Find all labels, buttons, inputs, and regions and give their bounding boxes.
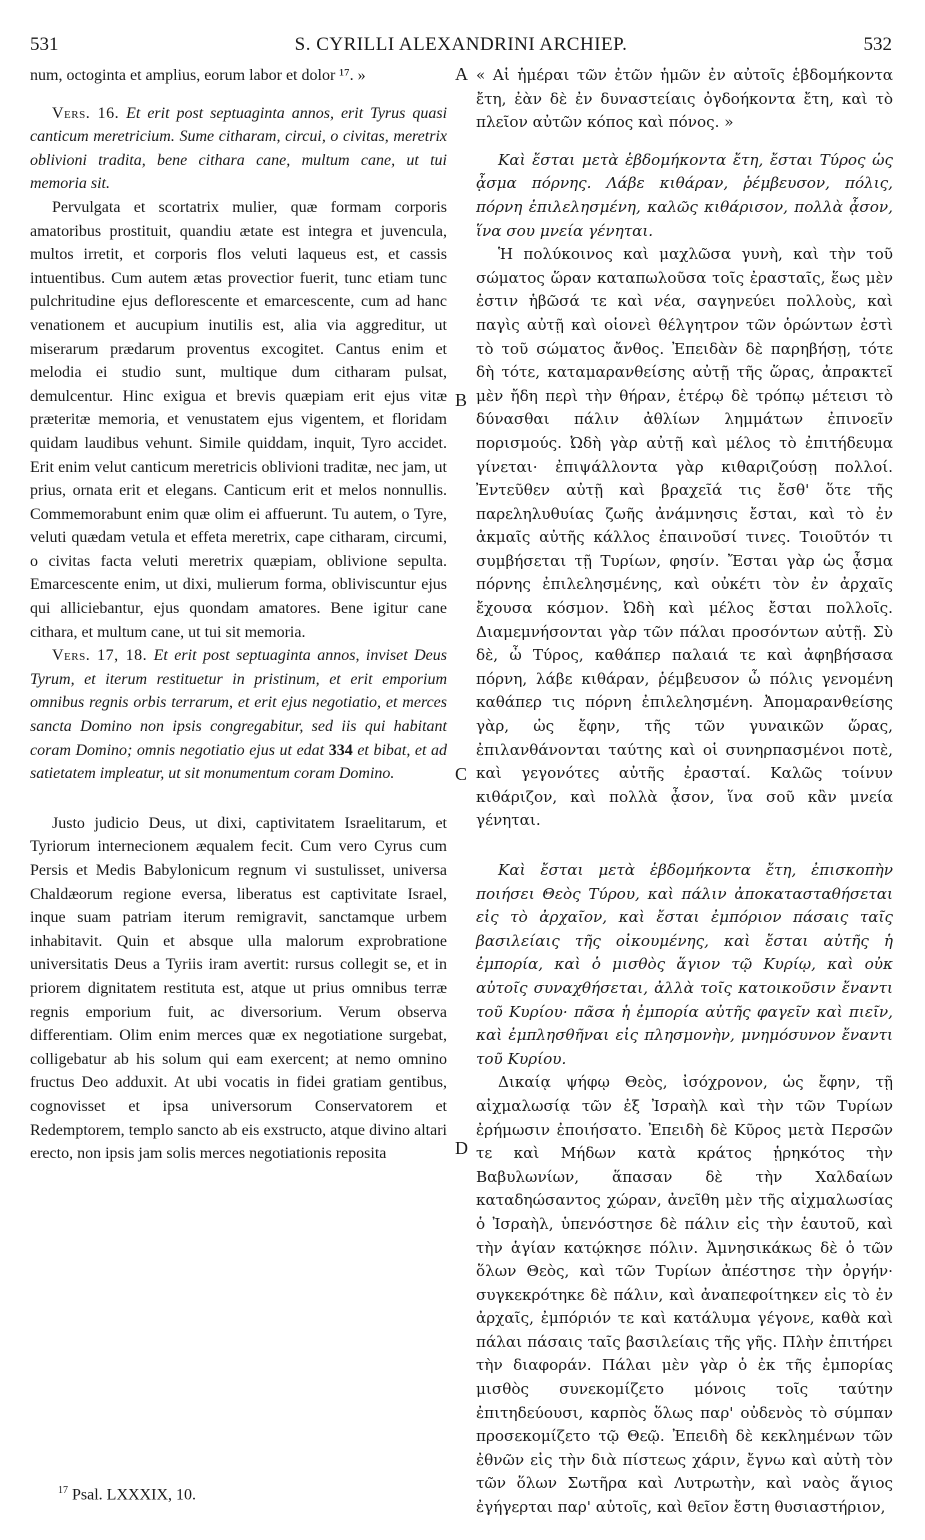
margin-letter-b: B (455, 390, 468, 410)
verse-text: Et erit post septuaginta annos, inviset Deus Tyrum, et iterum restituetur in pristinum, et erit emporium omnibus regnis orbis terrarum, et erit ejus negotiatio, et merces sancta Domino non ipsis congregabitur, sed iis qui habitant coram Domino; omnis negotiatio ejus ut edat (30, 647, 448, 759)
page-number-left: 531 (30, 34, 59, 55)
latin-paragraph-2: Pervulgata et scortatrix mulier, quæ formam corporis amatoribus prostituit, quandiu ætate est integra et juvencula, multos irretit, et corporis flos veluti laqueus est, et cassis intuentibus. Cum autem ætas provectior fuerit, tunc etiam tunc pulchritudine ejus deflorescente et emarcescente, cum ad hanc venationem et aucupium inutilis est, alia via aggreditur, ut miserarum prædarum proventus excogitet. Cantus enim et melodia ei studio sunt, multique dum citharam pulsat, demulcentur. Hinc exigua et brevis quæpiam erit ejus vitæ præteritæ memoria, et venustatem ejus vigentem, et floridam quidam laudibus vehunt. Simile quiddam, inquit, Tyro accidet. Erit enim velut canticum meretricis oblivioni traditæ, nec jam, ut prius, ornata erit et elegans. Canticum erit et melos nonnullis. Commemorabunt enim quæ olim ei affuerunt. Tu autem, o Tyre, veluti quædam vetula et effeta meretrix, cape citharam, circumi, o civitas facta veluti meretrix quæpiam, oblivione sepulta. Emarcescente enim, ut dixi, mulierum forma, obliviscuntur ejus qui alliciebantur, ejus quondam amatores. Bene igitur cane cithara, et multum cane, ut tui sit memoria. (30, 198, 447, 641)
greek-paragraph-3: Δικαίᾳ ψήφῳ Θεὸς, ἰσόχρονον, ὡς ἔφην, τῇ αἰχμαλωσίᾳ τῶν ἐξ Ἰσραὴλ καὶ τὴν τῶν Τυρίων ἐρήμωσιν ἐποιήσατο. Ἐπειδὴ δὲ Κῦρος μετὰ Περσῶν τε καὶ Μήδων κατὰ κράτος ᾑρηκότος τὴν Βαβυλωνίων, ἅπασαν δὲ τὴν Χαλδαίων καταδηώσαντος χώραν, ἀνεῖθη μὲν τῆς αἰχμαλωσίας ὁ Ἰσραὴλ, ὑπενόστησε δὲ πάλιν εἰς τὴν ἑαυτοῦ, καὶ τὴν ἁγίαν κατῴκησε πόλιν. Ἀμνησικάκως δὲ ὁ τῶν ὅλων Θεὸς, καὶ τῶν Τυρίων ἀπέστησε τὴν ὀργήν· συγκεκρότηκε δὲ πάλιν, καὶ ἀναπεφοίτηκεν εἰς τὸ ἐν ἀρχαῖς, ἐμπόριόν τε καὶ κατάλυμα γέγονε, καθὰ καὶ πάλαι πάσαις ταῖς βασιλείαις τῆς γῆς. Πλὴν ἐπιτήρει τὴν διαφοράν. Πάλαι μὲν γὰρ ὁ ἐκ τῆς ἐμπορίας μισθὸς συνεκομίζετο μόνοις τοῖς ταύτην ἐπιτηδεύουσι, καρπὸς ὅλως παρ' οὐδενὸς τὸ σύμπαν προσεκομίζετο τῷ Θεῷ. Ἐπειδὴ δὲ κεκλημένων τῶν ἐθνῶν εἰς τὴν διὰ πίστεως χάριν, ἔγνω καὶ αὐτὴ τὸν τῶν ὅλων Σωτῆρα καὶ Λυτρωτὴν, καὶ ναὸς ἅγιος ἐγήγερται παρ' αὐτοῖς, καὶ θεῖον ἔστη θυσιαστήριον, (476, 1073, 893, 1517)
footnote-number: 17 (58, 1485, 68, 1496)
running-title: S. CYRILLI ALEXANDRINI ARCHIEP. (294, 34, 628, 55)
page-header (30, 34, 892, 60)
greek-paragraph-1: « Αἱ ἡμέραι τῶν ἐτῶν ἡμῶν ἐν αὐτοῖς ἑβδομήκοντα ἔτη, ἐὰν δὲ ἐν δυναστείαις ὀγδοήκοντα ἔτη, καὶ τὸ πλεῖον αὐτῶν κόπος καὶ πόνος. » (476, 66, 893, 132)
margin-letter-a: A (455, 64, 468, 84)
greek-verse-17-18: Καὶ ἔσται μετὰ ἑβδομήκοντα ἔτη, ἐπισκοπὴν ποιήσει Θεὸς Τύρου, καὶ πάλιν ἀποκατασταθήσεται εἰς τὸ ἀρχαῖον, καὶ ἔσται ἐμπόριον πάσαις ταῖς βασιλείαις τῆς οἰκουμένης, καὶ ἔσται αὐτῆς ἡ ἐμπορία, καὶ ὁ μισθὸς ἅγιον τῷ Κυρίῳ, καὶ οὐκ αὐτοῖς συναχθήσεται, ἀλλὰ τοῖς κατοικοῦσιν ἔναντι τοῦ Κυρίου· πᾶσα ἡ ἐμπορία αὐτῆς φαγεῖν καὶ πιεῖν, καὶ ἐμπλησθῆναι εἰς πλησμονὴν, μνημόσυνον ἔναντι τοῦ Κυρίου. (476, 861, 893, 1068)
verse-label: Vers. 16. (52, 104, 120, 122)
verse-label: Vers. 17, 18. (52, 647, 148, 665)
column-number: 334 (328, 741, 353, 759)
footnote (58, 1485, 196, 1504)
latin-paragraph-1: num, octoginta et amplius, eorum labor et dolor ¹⁷. » (30, 67, 366, 84)
latin-column (30, 64, 447, 1166)
footnote-text: Psal. LXXXIX, 10. (72, 1486, 196, 1504)
page-number-right: 532 (863, 34, 892, 55)
verse-text: et bibat, et ad satietatem impleatur, ut sit monumentum coram Domino. (30, 741, 448, 783)
margin-letter-d: D (455, 1138, 468, 1158)
greek-verse-16: Καὶ ἔσται μετὰ ἑβδομήκοντα ἔτη, ἔσται Τύρος ὡς ᾆσμα πόρνης. Λάβε κιθάραν, ῥέμβευσον, πόλις, πόρνη ἐπιλελησμένη, καλῶς κιθάρισον, πολλὰ ᾆσον, ἵνα σου μνεία γένηται. (476, 150, 893, 240)
greek-paragraph-2: Ἡ πολύκοινος καὶ μαχλῶσα γυνὴ, καὶ τὴν τοῦ σώματος ὥραν καταπωλοῦσα τοῖς ἐρασταῖς, ἕως μὲν ἐστιν ἡβῶσά τε καὶ νέα, σαγηνεύει πολλοὺς, καὶ παγὶς αὐτῇ καὶ οἱονεὶ θέλγητρον τῶν ὁρώντων ἐστὶ τὸ τοῦ σώματος ἄνθος. Ἐπειδὰν δὲ παρηβήσῃ, τότε δὴ τότε, καταμαρανθείσης αὐτῇ τῆς ὥρας, ἀπρακτεῖ μὲν ἤδη περὶ τὴν θήραν, ἑτέρῳ δὲ τρόπῳ μέτεισι τὸ δύνασθαι πάλιν ἀθλίων λημμάτων ἐπινοεῖν πορισμούς. Ὠδὴ γὰρ αὐτῇ καὶ μέλος τὸ ἐπιτήδευμα γίνεται· ἐπιψάλλοντα γὰρ κιθαριζούσῃ πολλοί. Ἐντεῦθεν αὐτῇ καὶ βραχεῖά τις ἔσθ' ὅτε τῆς παρεληλυθυίας ζωῆς ἀνάμνησις ἔσται, καὶ τὸ ἐν ἀκμαῖς αὐτῆς κάλλος ἐπαινοῦσί τινες. Τοιοῦτόν τι συμβήσεται τῇ Τυρίων, φησίν. Ἔσται γὰρ ὡς ᾆσμα πόρνης ἐπιλελησμένης, καὶ οὐκέτι τὸν ἐν ἀρχαῖς ἔχουσα κόσμον. Ὠδὴ καὶ μέλος ἔσται πολλοῖς. Διαμεμνήσονται γὰρ τῶν πάλαι προσόντων αὐτῇ. Σὺ δὲ, ὦ Τύρος, καθάπερ παλαιά τε καὶ ἀφηβήσασα πόρνη, λάβε κιθάραν, ῥέμβευσον ὦ πόλις γενομένη καθάπερ τις πόρνη ἐπιλελησμένη. Ἀπομαρανθείσης γὰρ, ὡς ἔφην, τῆς τῶν γυναικῶν ὥρας, ἐπιλανθάνονται ταύτης καὶ οἱ συνηρπασμένοι ποτὲ, καὶ γεγονότες αὐτῆς ἐρασταί. Καλῶς τοίνυν κιθάριζον, καὶ πολλὰ ᾆσον, ἵνα σοῦ κἂν μνεία γένηται. (476, 245, 893, 830)
latin-paragraph-3: Justo judicio Deus, ut dixi, captivitatem Israelitarum, et Tyriorum internecionem æqualem fecit. Cum vero Cyrus cum Persis et Medis Babylonicum regnum vi sustulisset, universa Chaldæorum regione eversa, liberatus est captivitate Israel, inque suam patriam iterum remigravit, sanctamque urbem inhabitavit. Quin et absque ulla malorum exprobratione universitatis Deus a Tyriis iram avertit: rursus collegit se, et in priorem dignitatem restituta est, atque ut prius omnibus terræ regnis emporium fuit, ac diversorium. Verum observa differentiam. Olim enim merces quæ ex negotiatione surgebat, colligebatur ab his solum qui eam exercent; at nemo omnino fructus Deo adduxit. At ubi vocatis in fidei gratiam gentibus, cognovisset et ipsa universorum Conservatorem et Redemptorem, templo sancto ab eis exstructo, atque divino altari erecto, non ipsis jam solis merces negotiationis reposita (30, 814, 447, 1163)
latin-verse-17-18 (30, 644, 447, 786)
verse-text: Et erit post septuaginta annos, erit Tyrus quasi canticum meretricium. Sume citharam, circui, o civitas, meretrix oblivioni tradita, bene cithara cane, multum cane, ut tui memoria sit. (30, 104, 448, 193)
greek-column (476, 64, 893, 1520)
margin-letter-c: C (455, 764, 468, 784)
latin-verse-16 (30, 102, 447, 196)
